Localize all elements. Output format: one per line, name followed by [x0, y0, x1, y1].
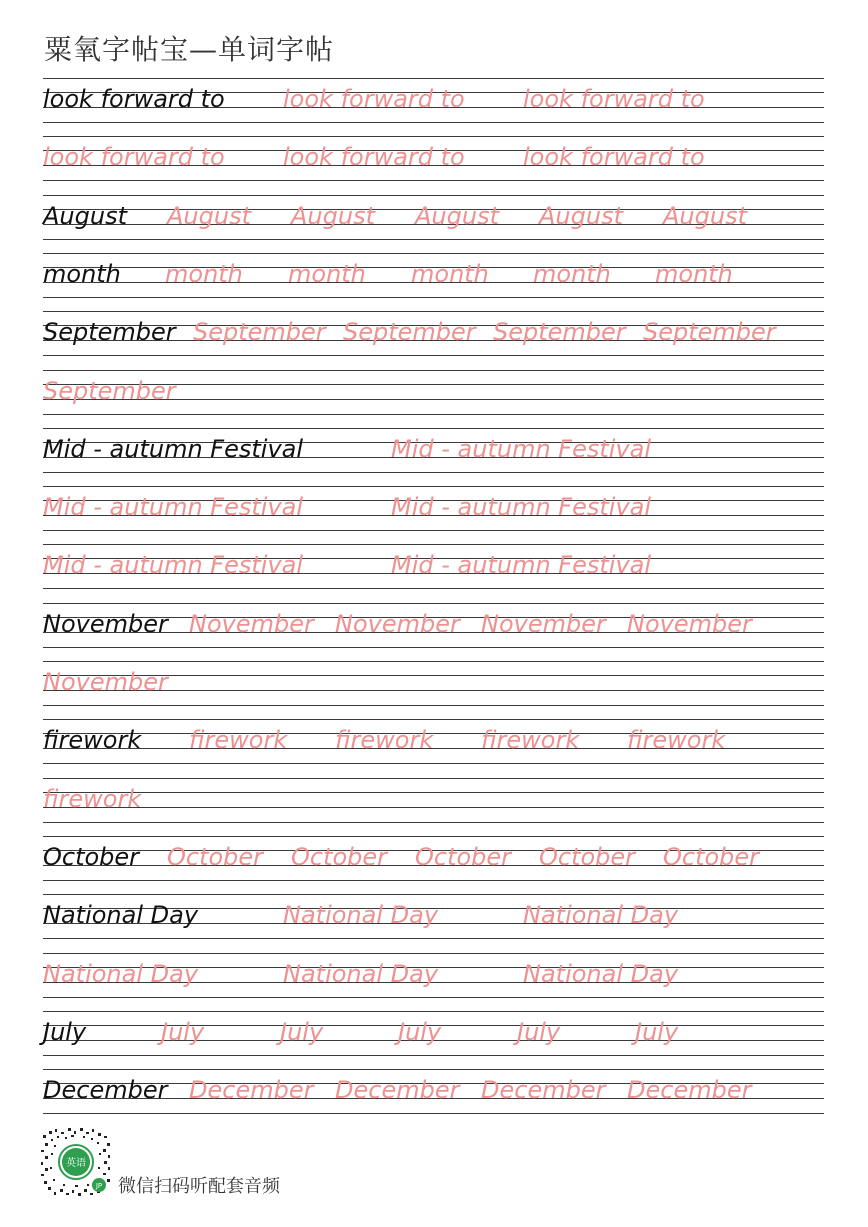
guide-line: [43, 78, 824, 79]
guide-line: [43, 486, 824, 487]
trace-word: look forward to: [523, 143, 705, 172]
practice-row: [43, 1069, 824, 1127]
model-word: September: [43, 318, 176, 347]
model-word: July: [43, 1017, 87, 1046]
trace-word: August: [663, 201, 747, 230]
guide-line: [43, 530, 824, 531]
trace-word: firework: [627, 726, 726, 755]
practice-row: [43, 836, 824, 894]
guide-line: [43, 428, 824, 429]
practice-row: [43, 894, 824, 952]
trace-word: September: [43, 376, 176, 405]
trace-word: September: [493, 318, 626, 347]
guide-line: [43, 661, 824, 662]
model-word: December: [43, 1076, 168, 1105]
guide-line: [43, 414, 824, 415]
model-word: October: [43, 842, 140, 871]
guide-line: [43, 880, 824, 881]
practice-row: [43, 953, 824, 1011]
trace-word: Mid - autumn Festival: [43, 551, 304, 580]
guide-line: [43, 297, 824, 298]
guide-line: [43, 239, 824, 240]
practice-row: [43, 778, 824, 836]
trace-word: November: [627, 609, 752, 638]
practice-row: [43, 78, 824, 136]
guide-line: [43, 355, 824, 356]
guide-line: [43, 544, 824, 545]
trace-word: July: [398, 1017, 442, 1046]
trace-word: October: [291, 842, 388, 871]
guide-line: [43, 253, 824, 254]
trace-word: month: [411, 259, 489, 288]
trace-word: National Day: [283, 959, 439, 988]
guide-line: [43, 894, 824, 895]
trace-word: November: [481, 609, 606, 638]
trace-word: Mid - autumn Festival: [391, 434, 652, 463]
guide-line: [43, 807, 824, 808]
guide-line: [43, 792, 824, 793]
trace-word: month: [288, 259, 366, 288]
trace-word: September: [643, 318, 776, 347]
practice-row: [43, 661, 824, 719]
trace-word: August: [415, 201, 499, 230]
trace-word: firework: [189, 726, 288, 755]
trace-word: July: [280, 1017, 324, 1046]
trace-word: month: [165, 259, 243, 288]
guide-line: [43, 822, 824, 823]
trace-word: firework: [481, 726, 580, 755]
guide-line: [43, 1113, 824, 1114]
trace-word: National Day: [523, 901, 679, 930]
trace-word: December: [627, 1076, 752, 1105]
trace-word: firework: [43, 784, 142, 813]
guide-line: [43, 195, 824, 196]
practice-row: [43, 486, 824, 544]
trace-word: December: [189, 1076, 314, 1105]
model-word: National Day: [43, 901, 199, 930]
trace-word: July: [161, 1017, 205, 1046]
trace-word: Mid - autumn Festival: [391, 493, 652, 522]
trace-word: look forward to: [523, 85, 705, 113]
guide-line: [43, 647, 824, 648]
trace-word: National Day: [283, 901, 439, 930]
guide-line: [43, 588, 824, 589]
trace-word: firework: [335, 726, 434, 755]
guide-line: [43, 180, 824, 181]
trace-word: July: [517, 1017, 561, 1046]
model-word: firework: [43, 726, 142, 755]
model-word: look forward to: [43, 85, 225, 113]
guide-line: [43, 1011, 824, 1012]
trace-word: November: [43, 668, 168, 696]
trace-word: October: [167, 842, 264, 871]
trace-word: look forward to: [283, 143, 465, 172]
trace-word: November: [335, 609, 460, 638]
trace-word: August: [291, 201, 375, 230]
trace-word: Mid - autumn Festival: [391, 551, 652, 580]
trace-word: August: [167, 201, 251, 230]
practice-row: [43, 428, 824, 486]
qr-code-icon: [41, 1127, 111, 1197]
guide-line: [43, 719, 824, 720]
practice-row: [43, 253, 824, 311]
trace-word: Mid - autumn Festival: [43, 493, 304, 522]
guide-line: [43, 1055, 824, 1056]
guide-line: [43, 311, 824, 312]
trace-word: look forward to: [43, 143, 225, 172]
trace-word: National Day: [523, 959, 679, 988]
guide-line: [43, 705, 824, 706]
guide-line: [43, 472, 824, 473]
practice-row: [43, 311, 824, 369]
guide-line: [43, 1069, 824, 1070]
trace-word: October: [415, 842, 512, 871]
qr-corner-label: JP: [95, 1182, 103, 1190]
guide-line: [43, 836, 824, 837]
trace-word: October: [663, 842, 760, 871]
trace-word: month: [533, 259, 611, 288]
trace-word: look forward to: [283, 85, 465, 113]
model-word: Mid - autumn Festival: [43, 434, 304, 463]
trace-word: September: [343, 318, 476, 347]
trace-word: December: [335, 1076, 460, 1105]
practice-row: [43, 719, 824, 777]
trace-word: November: [189, 609, 314, 638]
page-title: 粟氧字帖宝—单词字帖: [44, 33, 335, 66]
guide-line: [43, 953, 824, 954]
guide-line: [43, 122, 824, 123]
trace-word: October: [539, 842, 636, 871]
guide-line: [43, 997, 824, 998]
practice-row: [43, 603, 824, 661]
trace-word: July: [635, 1017, 679, 1046]
practice-row: [43, 544, 824, 602]
trace-word: December: [481, 1076, 606, 1105]
model-word: November: [43, 609, 168, 638]
guide-line: [43, 603, 824, 604]
trace-word: September: [193, 318, 326, 347]
guide-line: [43, 938, 824, 939]
trace-word: National Day: [43, 959, 199, 988]
model-word: August: [43, 201, 127, 230]
guide-line: [43, 136, 824, 137]
trace-word: month: [655, 259, 733, 288]
guide-line: [43, 763, 824, 764]
trace-word: August: [539, 201, 623, 230]
model-word: month: [43, 259, 121, 288]
footer-caption: 微信扫码听配套音频: [118, 1176, 280, 1197]
practice-row: [43, 195, 824, 253]
qr-badge-label: 英语: [66, 1158, 86, 1169]
practice-row: [43, 370, 824, 428]
practice-row: [43, 136, 824, 194]
guide-line: [43, 370, 824, 371]
guide-line: [43, 778, 824, 779]
practice-row: [43, 1011, 824, 1069]
